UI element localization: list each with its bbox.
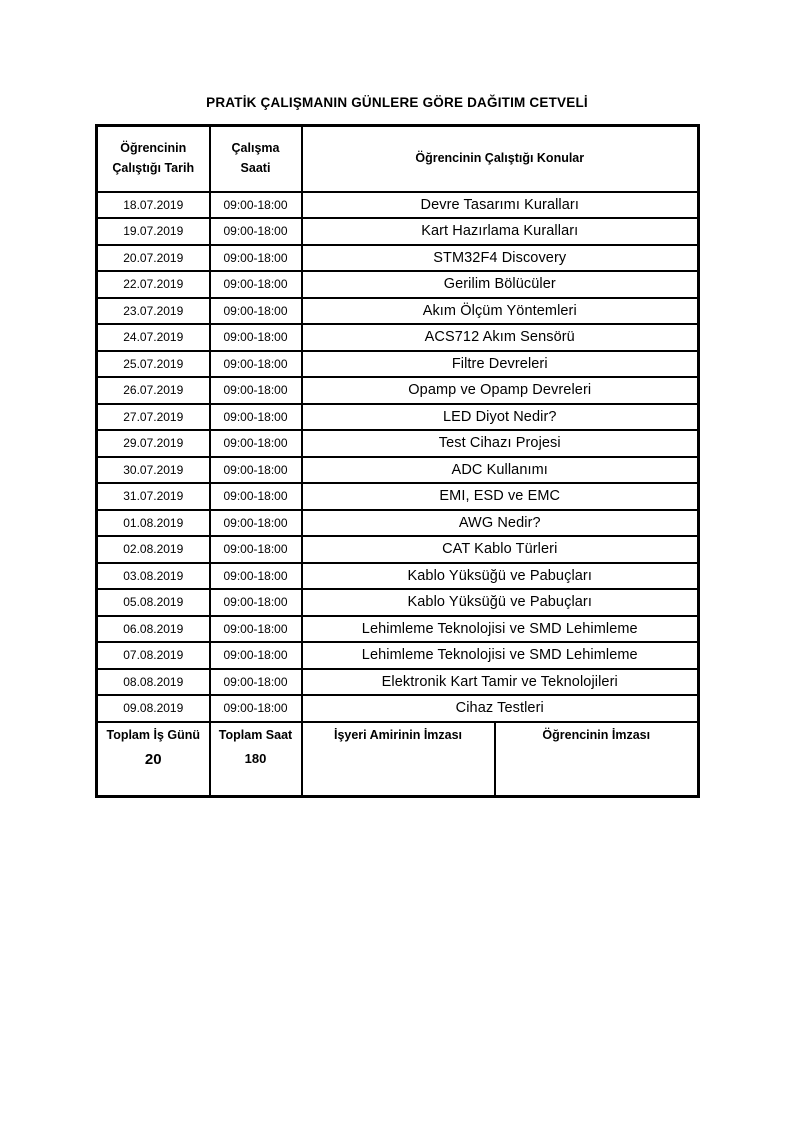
date-cell: 23.07.2019 [97, 298, 210, 325]
table-row [97, 245, 699, 272]
hours-cell: 09:00-18:00 [210, 457, 302, 484]
table-row [97, 483, 699, 510]
page-title: PRATİK ÇALIŞMANIN GÜNLERE GÖRE DAĞITIM CETVELİ [206, 95, 588, 110]
hours-cell: 09:00-18:00 [210, 271, 302, 298]
footer-row [97, 722, 699, 797]
hours-cell: 09:00-18:00 [210, 377, 302, 404]
hours-cell: 09:00-18:00 [210, 510, 302, 537]
table-body [97, 192, 699, 722]
student-signature-label: Öğrencinin İmzası [542, 727, 651, 742]
hours-cell: 09:00-18:00 [210, 218, 302, 245]
date-cell: 20.07.2019 [97, 245, 210, 272]
hours-cell: 09:00-18:00 [210, 404, 302, 431]
table-row [97, 192, 699, 219]
date-cell: 29.07.2019 [97, 430, 210, 457]
date-cell: 25.07.2019 [97, 351, 210, 378]
table-row [97, 271, 699, 298]
topic-cell: CAT Kablo Türleri [302, 536, 699, 563]
table-row [97, 669, 699, 696]
table-row [97, 589, 699, 616]
topic-cell: Elektronik Kart Tamir ve Teknolojileri [302, 669, 699, 696]
hours-cell: 09:00-18:00 [210, 298, 302, 325]
header-hours-column: Çalışma Saati [210, 126, 302, 192]
table-row [97, 695, 699, 722]
schedule-table [95, 124, 700, 798]
table-row [97, 404, 699, 431]
hours-cell: 09:00-18:00 [210, 351, 302, 378]
date-cell: 02.08.2019 [97, 536, 210, 563]
total-workdays-cell [97, 722, 210, 797]
table-row [97, 351, 699, 378]
table-row [97, 563, 699, 590]
topic-cell: Kablo Yüksüğü ve Pabuçları [302, 563, 699, 590]
topic-cell: Kablo Yüksüğü ve Pabuçları [302, 589, 699, 616]
date-cell: 27.07.2019 [97, 404, 210, 431]
total-workdays-label: Toplam İş Günü [106, 727, 201, 742]
hours-cell: 09:00-18:00 [210, 324, 302, 351]
hours-cell: 09:00-18:00 [210, 430, 302, 457]
hours-cell: 09:00-18:00 [210, 536, 302, 563]
topic-cell: Lehimleme Teknolojisi ve SMD Lehimleme [302, 616, 699, 643]
topic-cell: AWG Nedir? [302, 510, 699, 537]
date-cell: 31.07.2019 [97, 483, 210, 510]
table-row [97, 324, 699, 351]
table-row [97, 430, 699, 457]
table-row [97, 510, 699, 537]
table-row [97, 457, 699, 484]
header-topics-column: Öğrencinin Çalıştığı Konular [302, 126, 699, 192]
table-header [97, 126, 699, 192]
topic-cell: Cihaz Testleri [302, 695, 699, 722]
hours-cell: 09:00-18:00 [210, 192, 302, 219]
topic-cell: Test Cihazı Projesi [302, 430, 699, 457]
total-workdays-value: 20 [144, 751, 162, 769]
hours-cell: 09:00-18:00 [210, 563, 302, 590]
date-cell: 05.08.2019 [97, 589, 210, 616]
topic-cell: ACS712 Akım Sensörü [302, 324, 699, 351]
header-row [97, 126, 699, 192]
total-hours-cell [210, 722, 302, 797]
table-row [97, 377, 699, 404]
hours-cell: 09:00-18:00 [210, 695, 302, 722]
topic-cell: Filtre Devreleri [302, 351, 699, 378]
date-cell: 07.08.2019 [97, 642, 210, 669]
topic-cell: STM32F4 Discovery [302, 245, 699, 272]
table-row [97, 536, 699, 563]
date-cell: 26.07.2019 [97, 377, 210, 404]
date-cell: 09.08.2019 [97, 695, 210, 722]
topic-cell: Devre Tasarımı Kuralları [302, 192, 699, 219]
hours-cell: 09:00-18:00 [210, 245, 302, 272]
topic-cell: LED Diyot Nedir? [302, 404, 699, 431]
table-row [97, 616, 699, 643]
hours-cell: 09:00-18:00 [210, 669, 302, 696]
topic-cell: Kart Hazırlama Kuralları [302, 218, 699, 245]
table-row [97, 298, 699, 325]
date-cell: 24.07.2019 [97, 324, 210, 351]
date-cell: 19.07.2019 [97, 218, 210, 245]
header-date-column: Öğrencinin Çalıştığı Tarih [97, 126, 210, 192]
supervisor-signature-label: İşyeri Amirinin İmzası [333, 727, 463, 742]
date-cell: 06.08.2019 [97, 616, 210, 643]
date-cell: 01.08.2019 [97, 510, 210, 537]
topic-cell: Lehimleme Teknolojisi ve SMD Lehimleme [302, 642, 699, 669]
table-row [97, 218, 699, 245]
supervisor-signature-cell [302, 722, 495, 797]
topic-cell: EMI, ESD ve EMC [302, 483, 699, 510]
student-signature-cell [495, 722, 699, 797]
topic-cell: Gerilim Bölücüler [302, 271, 699, 298]
total-hours-value: 180 [244, 751, 267, 767]
date-cell: 30.07.2019 [97, 457, 210, 484]
hours-cell: 09:00-18:00 [210, 483, 302, 510]
date-cell: 08.08.2019 [97, 669, 210, 696]
date-cell: 03.08.2019 [97, 563, 210, 590]
date-cell: 22.07.2019 [97, 271, 210, 298]
hours-cell: 09:00-18:00 [210, 589, 302, 616]
hours-cell: 09:00-18:00 [210, 642, 302, 669]
topic-cell: Opamp ve Opamp Devreleri [302, 377, 699, 404]
table-footer [97, 722, 699, 797]
date-cell: 18.07.2019 [97, 192, 210, 219]
hours-cell: 09:00-18:00 [210, 616, 302, 643]
total-hours-label: Toplam Saat [218, 727, 293, 742]
topic-cell: ADC Kullanımı [302, 457, 699, 484]
table-row [97, 642, 699, 669]
topic-cell: Akım Ölçüm Yöntemleri [302, 298, 699, 325]
